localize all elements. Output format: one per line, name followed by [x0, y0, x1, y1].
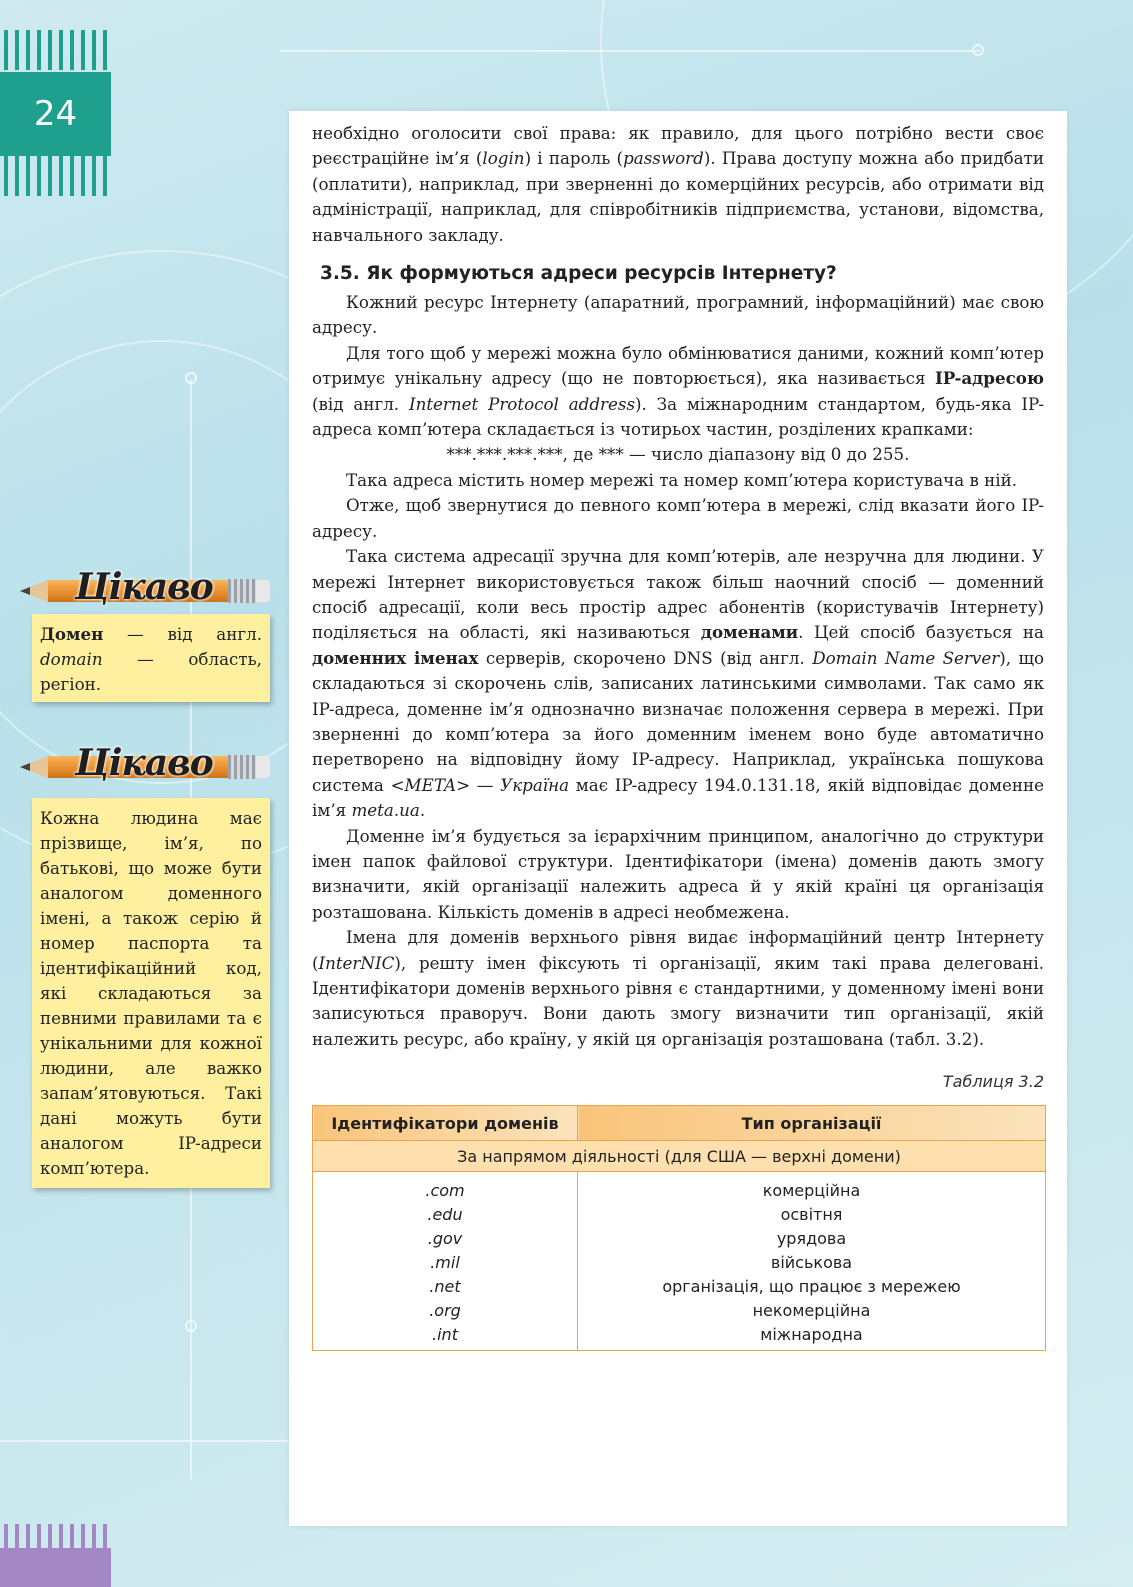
- domain-code: .org: [313, 1298, 578, 1322]
- table-row: [313, 1172, 1046, 1203]
- domain-code: .int: [313, 1322, 578, 1351]
- organization-type: організація, що працює з мережею: [578, 1274, 1046, 1298]
- domains-table: [312, 1105, 1046, 1351]
- note-title: Цікаво: [75, 742, 213, 784]
- background-line: [280, 50, 980, 52]
- main-text-panel: [289, 111, 1067, 1526]
- paragraph: Така адреса містить номер мережі та номер комп’ютера користувача в ній.: [346, 469, 1018, 490]
- chip-pins-icon: [4, 1524, 107, 1550]
- table-row: [313, 1298, 1046, 1322]
- table-row: [313, 1274, 1046, 1298]
- page-number: 24: [33, 94, 78, 134]
- note-box: [32, 614, 270, 702]
- section-title: 3.5. Як формуються адреси ресурсів Інтернету?: [320, 263, 837, 285]
- table-header: Ідентифікатори доменів: [313, 1106, 578, 1141]
- ip-format-line: ***.***.***.***, де *** — число діапазону від 0 до 255.: [446, 444, 910, 465]
- paragraph: Імена для доменів верхнього рівня видає інформаційний центр Інтернету (InterNIC), решту імен фіксують ті організації, яким такі права делеговані. Ідентифікатори доменів верхнього рівня є стандартними, у доменному імені вони записуються праворуч. Вони дають змогу визначити тип організації, якій належить ресурс, або країну, у якій ця організація розташована (табл. 3.2).: [312, 927, 1044, 1049]
- organization-type: військова: [578, 1250, 1046, 1274]
- table-group-row: За напрямом діяльності (для США — верхні домени): [313, 1141, 1046, 1172]
- organization-type: урядова: [578, 1226, 1046, 1250]
- table-caption: Таблиця 3.2: [942, 1072, 1044, 1092]
- note-header: [20, 566, 272, 614]
- domain-code: .edu: [313, 1202, 578, 1226]
- domain-code: .net: [313, 1274, 578, 1298]
- background-dot: [972, 44, 984, 56]
- note-title: Цікаво: [75, 566, 213, 608]
- domain-code: .com: [313, 1172, 578, 1203]
- paragraph: Доменне ім’я будується за ієрархічним принципом, аналогічно до структури імен папок файлової структури. Ідентифікатори (імена) доменів дають змогу визначити, якій організації належить адреса й у якій країні ця організація розташована. Кількість доменів в адресі необмежена.: [312, 825, 1044, 922]
- domain-code: .mil: [313, 1250, 578, 1274]
- page-number-badge: [0, 30, 111, 198]
- bottom-chip-decoration: [0, 1524, 111, 1587]
- organization-type: комерційна: [578, 1172, 1046, 1203]
- background-line: [0, 1440, 290, 1442]
- chip-pins-icon: [4, 156, 107, 196]
- paragraph: необхідно оголосити свої права: як правило, для цього потрібно вести своє реєстраційне ім’я (login) і пароль (password). Права доступу можна або придбати (оплатити), наприклад, при зверненні до комерційних ресурсів, або отримати від адміністрації, наприклад, для співробітників підприємства, установи, відомства, навчального закладу.: [312, 123, 1044, 245]
- chip-body: [0, 1548, 111, 1587]
- paragraph: Кожний ресурс Інтернету (апаратний, програмний, інформаційний) має свою адресу.: [312, 292, 1044, 338]
- paragraph: Така система адресації зручна для комп’ютерів, але незручна для людини. У мережі Інтернет використовується також більш наочний спосіб — доменний спосіб адресації, коли весь простір адрес абонентів (користувачів Інтернету) поділяється на області, які називаються доменами. Цей спосіб базується на доменних іменах серверів, скорочено DNS (від англ. Domain Name Server), що складаються зі скорочень слів, записаних латинськими символами. Так само як IP-адреса, доменне ім’я однозначно визначає положення сервера в мережі. При зверненні до комп’ютера за його доменним іменем воно буде автоматично перетворено на відповідну йому IP-адресу. Наприклад, українська пошукова система <META> — Україна має IP-адресу 194.0.131.18, якій відповідає доменне ім’я meta.ua.: [312, 546, 1045, 821]
- organization-type: міжнародна: [578, 1322, 1046, 1351]
- background-dot: [185, 1320, 197, 1332]
- note-text: Домен — від англ. domain — область, регіон.: [40, 624, 262, 694]
- note-text: Кожна людина має прізвище, ім’я, по батькові, що може бути аналогом доменного імені, а також серію й номер паспорта та ідентифікаційний код, які складаються за певними правилами та є унікальними для кожної людини, але важко запам’ятовуються. Такі дані можуть бути аналогом IP-адреси комп’ютера.: [40, 808, 262, 1178]
- table-row: [313, 1322, 1046, 1351]
- organization-type: некомерційна: [578, 1298, 1046, 1322]
- note-box: [32, 798, 270, 1188]
- chip-pins-icon: [4, 30, 107, 70]
- domain-code: .gov: [313, 1226, 578, 1250]
- note-header: [20, 742, 272, 790]
- table-header: Тип організації: [578, 1106, 1046, 1141]
- table-row: [313, 1250, 1046, 1274]
- paragraph: Для того щоб у мережі можна було обмінюватися даними, кожний комп’ютер отримує унікальну адресу (що не повторюється), яка називається IP-адресою (від англ. Internet Protocol address). За міжнародним стандартом, будь-яка IP-адреса комп’ютера складається із чотирьох частин, розділених крапками:: [312, 342, 1044, 440]
- organization-type: освітня: [578, 1202, 1046, 1226]
- paragraph: Отже, щоб звернутися до певного комп’ютера в мережі, слід вказати його IP-адресу.: [312, 495, 1044, 541]
- table-row: [313, 1202, 1046, 1226]
- table-row: [313, 1226, 1046, 1250]
- background-dot: [185, 372, 197, 384]
